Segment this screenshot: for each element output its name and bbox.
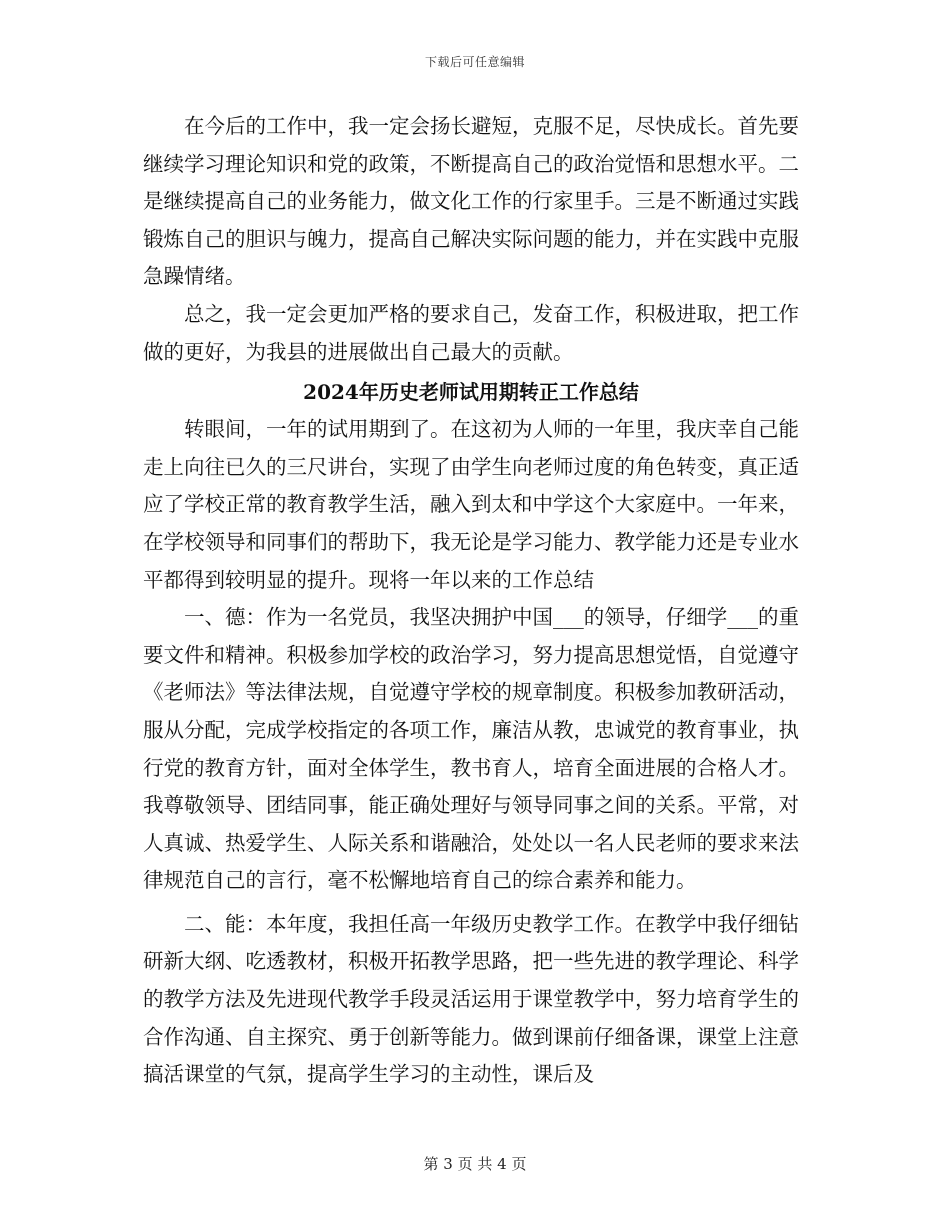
paragraph-conclusion: 总之，我一定会更加严格的要求自己，发奋工作，积极进取，把工作做的更好，为我县的进展做出自己最大的贡献。 bbox=[143, 301, 799, 364]
paragraph-future-work: 在今后的工作中，我一定会扬长避短，克服不足，尽快成长。首先要继续学习理论知识和党的政策，不断提高自己的政治觉悟和思想水平。二是继续提高自己的业务能力，做文化工作的行家里手。三是不断通过实践锻炼自己的胆识与魄力，提高自己解决实际问题的能力，并在实践中克服急躁情绪。 bbox=[143, 114, 799, 289]
paragraph-morality: 一、德：作为一名党员，我坚决拥护中国___的领导，仔细学___的重要文件和精神。积极参加学校的政治学习，努力提高思想觉悟，自觉遵守《老师法》等法律法规，自觉遵守学校的规章制度。积极参加教研活动，服从分配，完成学校指定的各项工作，廉洁从教，忠诚党的教育事业，执行党的教育方针，面对全体学生，教书育人，培育全面进展的合格人才。我尊敬领导、团结同事，能正确处理好与领导同事之间的关系。平常，对人真诚、热爱学生、人际关系和谐融洽，处处以一名人民老师的要求来法律规范自己的言行，毫不松懈地培育自己的综合素养和能力。 bbox=[143, 605, 799, 893]
document-title: 2024年历史老师试用期转正工作总结 bbox=[303, 380, 639, 405]
header-note: 下载后可任意编辑 bbox=[424, 55, 525, 69]
document-body bbox=[143, 108, 799, 1094]
paragraph-ability: 二、能：本年度，我担任高一年级历史教学工作。在教学中我仔细钻研新大纲、吃透教材，积极开拓教学思路，把一些先进的教学理论、科学的教学方法及先进现代教学手段灵活运用于课堂教学中，努力培育学生的合作沟通、自主探究、勇于创新等能力。做到课前仔细备课，课堂上注意搞活课堂的气氛，提高学生学习的主动性，课后及 bbox=[143, 911, 799, 1087]
paragraph-intro: 转眼间，一年的试用期到了。在这初为人师的一年里，我庆幸自己能走上向往已久的三尺讲台，实现了由学生向老师过度的角色转变，真正适应了学校正常的教育教学生活，融入到太和中学这个大家庭中。一年来，在学校领导和同事们的帮助下，我无论是学习能力、教学能力还是专业水平都得到较明显的提升。现将一年以来的工作总结 bbox=[143, 417, 799, 592]
page-number-footer: 第 3 页 共 4 页 bbox=[423, 1155, 527, 1173]
